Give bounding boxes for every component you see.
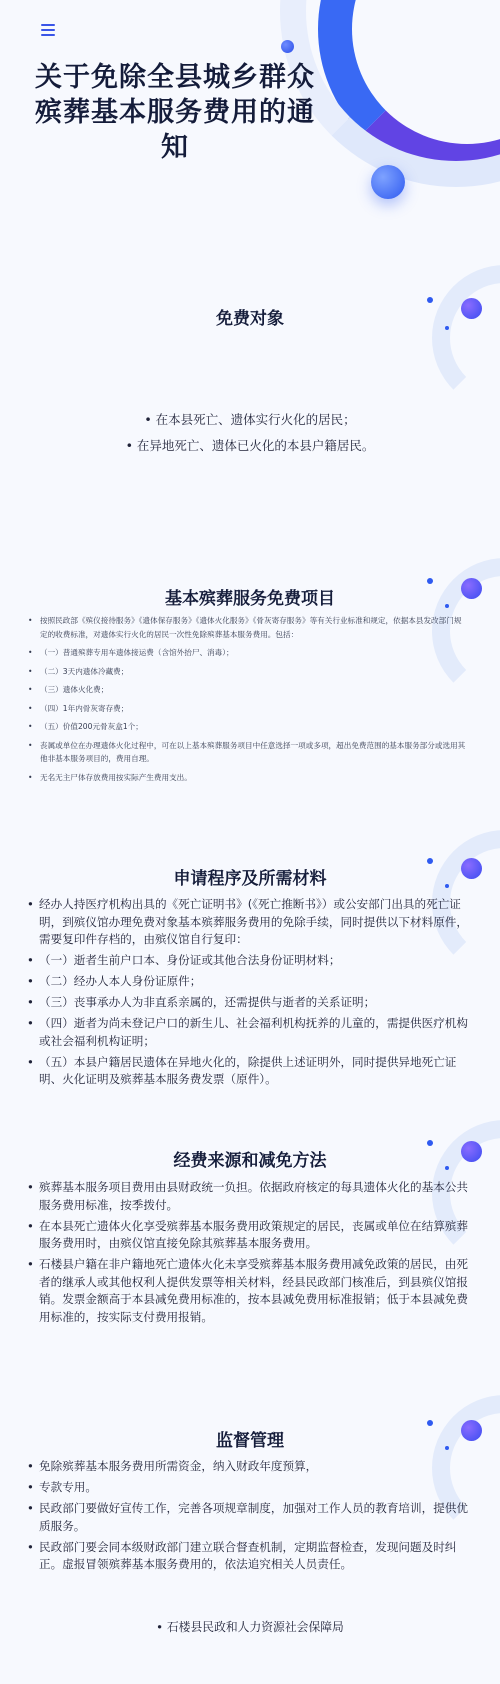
list-item: • （二）3天内遗体冷藏费； [28, 665, 468, 679]
list-item: • 石楼县户籍在非户籍地死亡遗体火化未享受殡葬基本服务费用减免政策的居民，由死者的继承人或其他权利人提供发票等相关材料，经县民政部门核准后，到县殡仪馆报销。发票金额高于本县减免费用标准的，按本县减免费用标准报销；低于本县减免费用标准的，按实际支付费用报销。 [27, 1256, 475, 1326]
menu-icon[interactable] [41, 24, 55, 39]
list-item: • （四）1年内骨灰寄存费； [28, 702, 468, 716]
targets-list [0, 407, 500, 459]
decor-dot-small [281, 40, 294, 53]
page-title: 关于免除全县城乡群众殡葬基本服务费用的通知 [35, 62, 315, 163]
procedure-list [27, 896, 475, 1092]
decor-dot-large [371, 165, 405, 199]
list-item: • 民政部门要做好宣传工作，完善各项规章制度，加强对工作人员的教育培训，提供优质服务。 [27, 1500, 475, 1535]
section-decor-ring [432, 265, 500, 411]
list-item: • 免除殡葬基本服务费用所需资金，纳入财政年度预算， [27, 1458, 475, 1476]
list-item: • 殡葬基本服务项目费用由县财政统一负担。依据政府核定的每具遗体火化的基本公共服务费用标准，按季拨付。 [27, 1179, 475, 1214]
list-item: • 专款专用。 [27, 1479, 475, 1497]
list-item: • （五）价值200元骨灰盒1个； [28, 720, 468, 734]
list-item: • 在本县死亡遗体火化享受殡葬基本服务费用政策规定的居民，丧属或单位在结算殡葬服务费用时，由殡仪馆直接免除其殡葬基本服务费用。 [27, 1218, 475, 1253]
list-item: • 经办人持医疗机构出具的《死亡证明书》(《死亡推断书》）或公安部门出具的死亡证明，到殡仪馆办理免费对象基本殡葬服务费用的免除手续，同时提供以下材料原件，需要复印件存档的，由殡仪馆自行复印： [27, 896, 475, 949]
section-title-funding: 经费来源和减免方法 [173, 1151, 327, 1171]
section-title-targets: 免费对象 [216, 309, 284, 329]
list-item: • （一）逝者生前户口本、身份证或其他合法身份证明材料； [27, 952, 475, 970]
section-title-procedure: 申请程序及所需材料 [173, 869, 327, 889]
list-item: • （四）逝者为尚未登记户口的新生儿、社会福利机构抚养的儿童的，需提供医疗机构或社会福利机构证明； [27, 1015, 475, 1050]
services-list [28, 614, 468, 789]
list-item: • （二）经办人本人身份证原件； [27, 973, 475, 991]
list-item: • 在本县死亡、遗体实行火化的居民； [0, 407, 500, 433]
list-item: • 在异地死亡、遗体已火化的本县户籍居民。 [0, 433, 500, 459]
list-item: • （五）本县户籍居民遗体在异地火化的，除提供上述证明外，同时提供异地死亡证明、火化证明及殡葬基本服务费发票（原件）。 [27, 1054, 475, 1089]
list-item: • （三）遗体火化费； [28, 683, 468, 697]
section-decor-dot-small [427, 297, 433, 303]
list-item: • 丧属或单位在办理遗体火化过程中，可在以上基本殡葬服务项目中任意选择一项或多项，超出免费范围的基本服务部分或选用其他非基本服务项目的，费用自理。 [28, 739, 468, 766]
list-item: • 无名无主尸体存放费用按实际产生费用支出。 [28, 771, 468, 785]
list-item: • 按照民政部《殡仪接待服务》《遗体保存服务》《遗体火化服务》《骨灰寄存服务》等有关行业标准和规定，依据本县发改部门规定的收费标准，对遗体实行火化的居民一次性免除殡葬基本服务费用。包括： [28, 614, 468, 641]
issuer-signature: • 石楼县民政和人力资源社会保障局 [0, 1618, 500, 1635]
list-item: • （三）丧事承办人为非直系亲属的，还需提供与逝者的关系证明； [27, 994, 475, 1012]
list-item: • （一）普通殡葬专用车遗体接运费（含馆外抬尸、消毒）； [28, 646, 468, 660]
list-item: • 民政部门要会同本级财政部门建立联合督查机制，定期监督检查，发现问题及时纠正。虚报冒领殡葬基本服务费用的，依法追究相关人员责任。 [27, 1539, 475, 1574]
funding-list [27, 1179, 475, 1330]
section-title-supervision: 监督管理 [216, 1431, 284, 1451]
section-title-services: 基本殡葬服务免费项目 [165, 589, 335, 609]
supervision-list [27, 1458, 475, 1577]
